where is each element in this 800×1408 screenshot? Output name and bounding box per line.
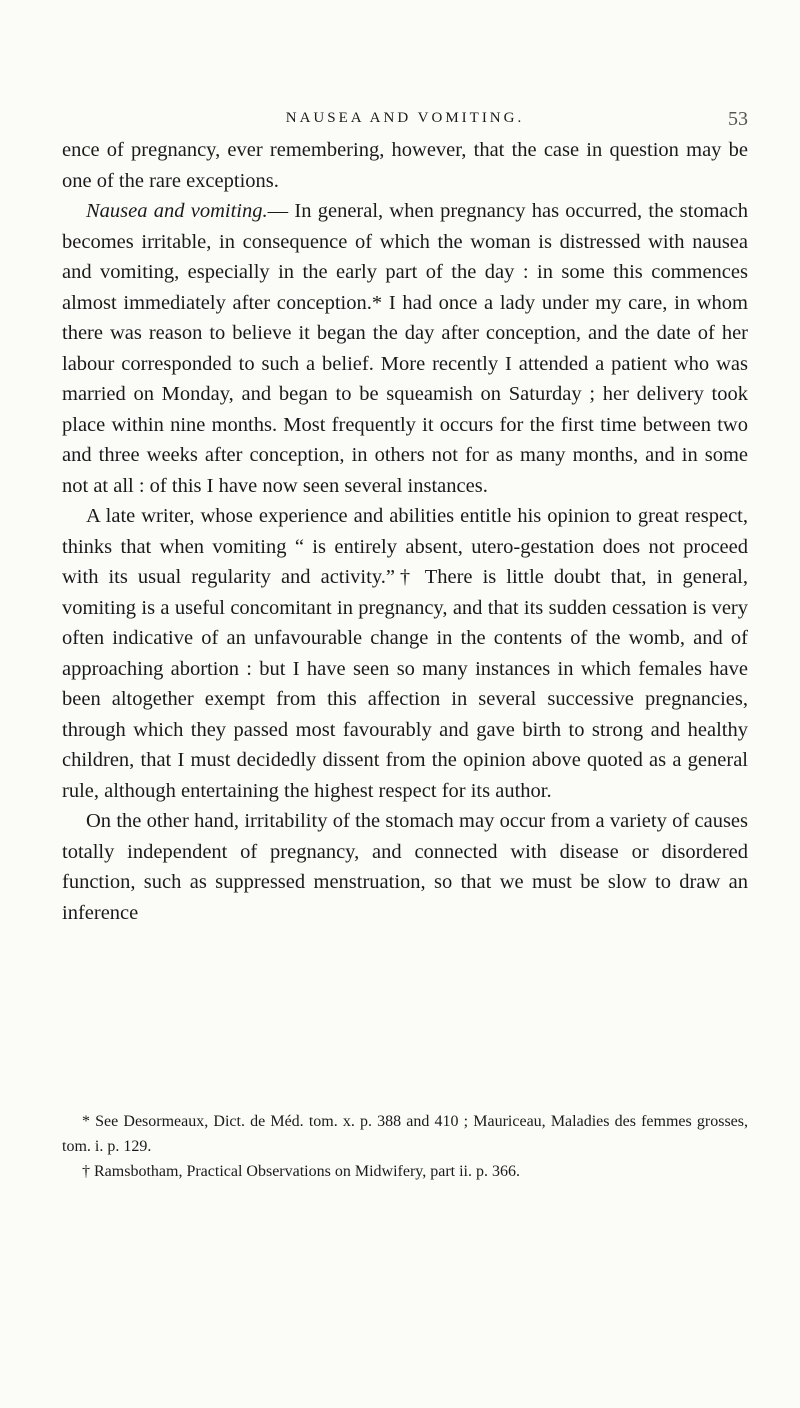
body-text (62, 135, 748, 928)
book-page (62, 0, 748, 1408)
paragraph-continuation (62, 135, 748, 196)
footnotes (62, 1109, 748, 1184)
footnote-dagger: † Ramsbotham, Practical Observations on Midwifery, part ii. p. 366. (82, 1163, 520, 1180)
paragraph-text: ence of pregnancy, ever remembering, however, that the case in question may be one of the rare exceptions. (62, 139, 748, 192)
footnote-asterisk: * See Desormeaux, Dict. de Méd. tom. x. p. 388 and 410 ; Mauriceau, Maladies des femmes grosses, tom. i. p. 129. (62, 1113, 748, 1155)
running-title: NAUSEA AND VOMITING. (285, 110, 525, 126)
paragraph-text: — In general, when pregnancy has occurred, the stomach becomes irritable, in consequence of which the woman is distressed with nausea and vomiting, especially in the early part of the day : in some this commences almost immediately after conception.* I had once a lady under my care, in whom there was reason to believe it began the day after conception, and the date of her labour corresponded to such a belief. More recently I attended a patient who was married on Monday, and began to be squeamish on Saturday ; her delivery took place within nine months. Most frequently it occurs for the first time between two and three weeks after conception, in others not for as many months, and in some not at all : of this I have now seen several instances. (62, 200, 749, 497)
page-number: 53 (728, 108, 748, 130)
section-lead-heading: Nausea and vomiting. (86, 200, 268, 222)
paragraph-late-writer (62, 501, 748, 806)
paragraph-nausea-and-vomiting (62, 196, 748, 501)
running-head (62, 108, 748, 132)
paragraph-other-hand (62, 806, 748, 928)
paragraph-text: A late writer, whose experience and abilities entitle his opinion to great respect, thinks that when vomiting “ is entirely absent, utero-gestation does not proceed with its usual regularity and activity.”† There is little doubt that, in general, vomiting is a useful concomitant in pregnancy, and that its sudden cessation is very often indicative of an unfavourable change in the contents of the womb, and of approaching abortion : but I have seen so many instances in which females have been altogether exempt from this affection in several successive pregnancies, through which they passed most favourably and gave birth to strong and healthy children, that I must decidedly dissent from the opinion above quoted as a general rule, although entertaining the highest respect for its author. (62, 505, 748, 802)
paragraph-text: On the other hand, irritability of the stomach may occur from a variety of causes totally independent of pregnancy, and connected with disease or disordered function, such as suppressed menstruation, so that we must be slow to draw an inference (62, 810, 748, 924)
